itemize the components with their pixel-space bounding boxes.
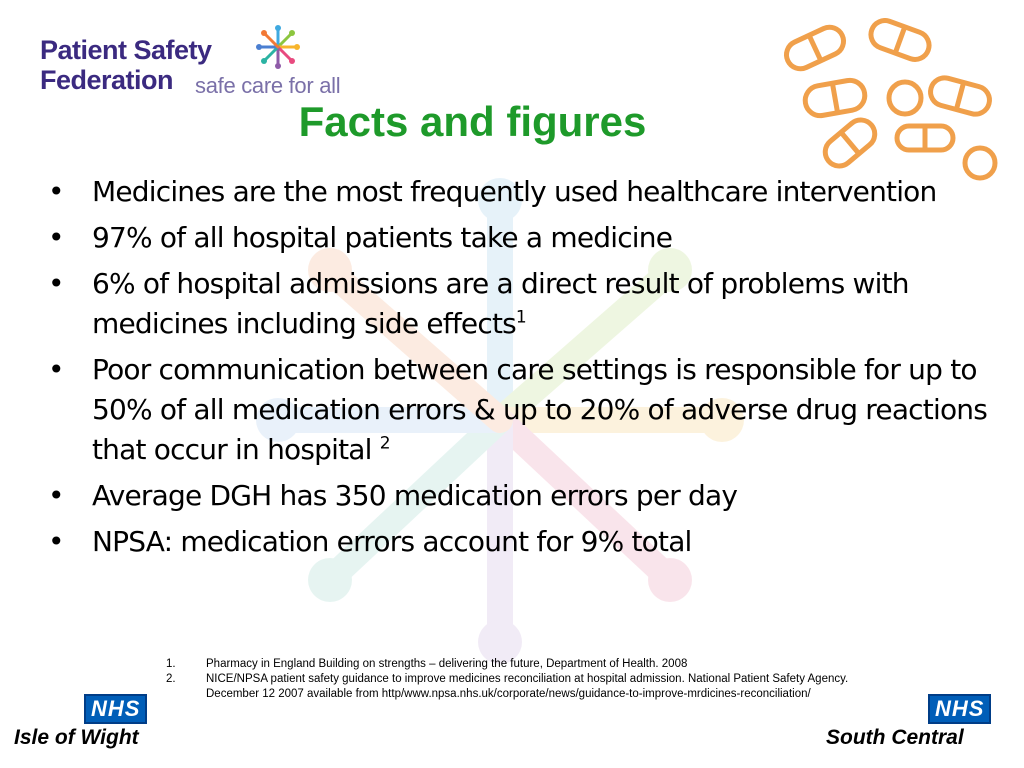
bullet-text: Medicines are the most frequently used healthcare intervention — [92, 175, 937, 208]
bullet-item — [42, 218, 1017, 258]
logo-line2: Federation — [40, 65, 174, 95]
bullet-item — [42, 476, 1017, 516]
nhs-trust-name: South Central — [826, 726, 964, 749]
bullet-icon: • — [48, 353, 64, 386]
bullet-item — [42, 522, 1017, 562]
nhs-isle-of-wight-logo — [14, 694, 147, 750]
slide-title: Facts and figures — [298, 98, 647, 145]
bullet-text: 6% of hospital admissions are a direct result of problems with medicines including side effects — [92, 267, 909, 340]
bullet-item — [42, 350, 1017, 470]
nhs-badge: NHS — [84, 694, 147, 724]
bullet-item — [42, 264, 1017, 344]
reference-number: 2. — [166, 673, 176, 685]
bullet-text: NPSA: medication errors account for 9% total — [92, 525, 692, 558]
reference-text: Pharmacy in England Building on strengths – delivering the future, Department of Health. 2008 — [206, 658, 688, 670]
bullet-superscript: 2 — [379, 433, 390, 454]
nhs-south-central-logo — [826, 694, 991, 750]
reference-item — [166, 657, 966, 672]
bullet-icon: • — [48, 525, 64, 558]
bullet-superscript: 1 — [515, 307, 526, 328]
bullet-icon: • — [48, 479, 64, 512]
logo-line1: Patient Safety — [40, 35, 212, 65]
reference-item — [166, 672, 966, 687]
reference-number: 1. — [166, 658, 176, 670]
bullet-icon: • — [48, 175, 64, 208]
reference-text: December 12 2007 available from http/www.npsa.nhs.uk/corporate/news/guidance-to-improve-mrdicines-reconciliation/ — [206, 688, 811, 700]
bullet-text: 97% of all hospital patients take a medicine — [92, 221, 673, 254]
nhs-trust-name: Isle of Wight — [14, 726, 139, 749]
nhs-badge: NHS — [928, 694, 991, 724]
reference-text: NICE/NPSA patient safety guidance to improve medicines reconciliation at hospital admission. National Patient Safety Agency. — [206, 673, 849, 685]
starburst-icon — [255, 24, 301, 70]
bullet-icon: • — [48, 267, 64, 300]
facts-bullet-list — [42, 172, 1017, 568]
logo-tagline: safe care for all — [195, 73, 341, 98]
bullet-text: Average DGH has 350 medication errors per day — [92, 479, 738, 512]
bullet-text: Poor communication between care settings is responsible for up to 50% of all medication errors & up to 20% of adverse drug reactions that occur in hospital — [92, 353, 988, 466]
bullet-icon: • — [48, 221, 64, 254]
bullet-item — [42, 172, 1017, 212]
patient-safety-federation-logo — [30, 16, 355, 96]
